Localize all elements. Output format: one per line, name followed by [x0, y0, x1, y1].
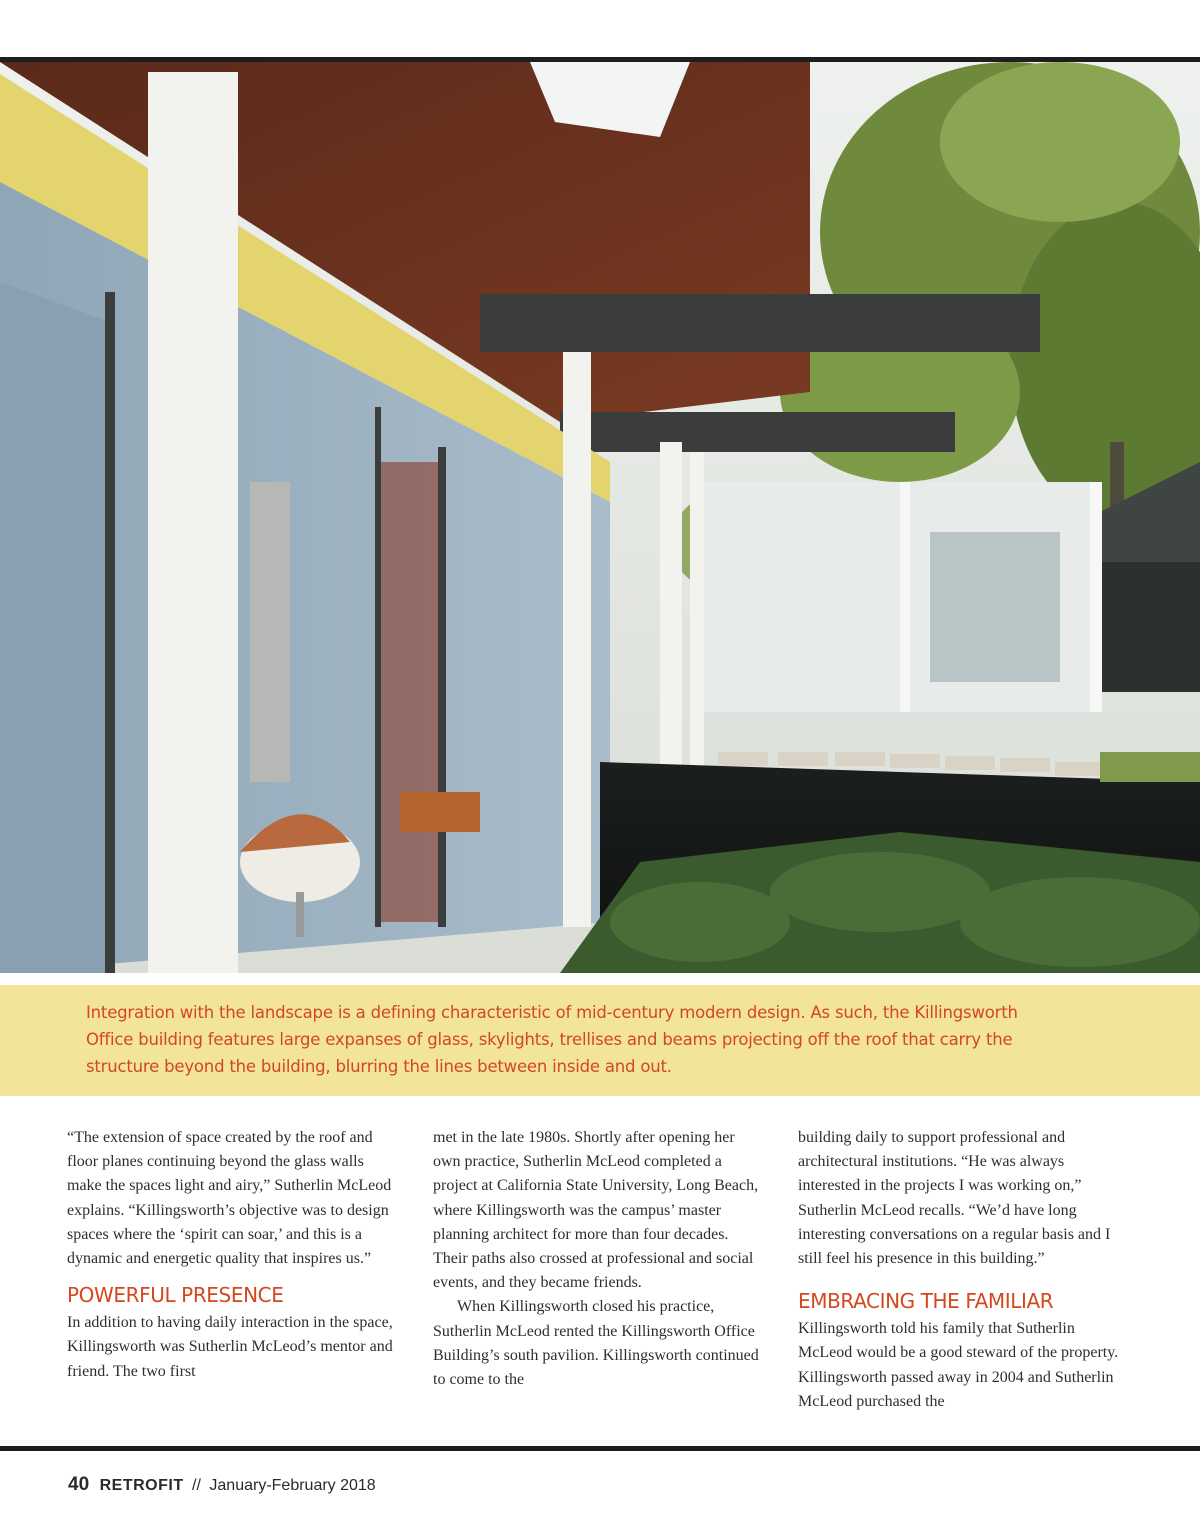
hero-photo [0, 62, 1200, 973]
page-number: 40 [68, 1474, 90, 1495]
column [563, 352, 591, 927]
roof-beam [560, 412, 955, 452]
body-paragraph: “The extension of space created by the roof and floor planes continuing beyond the glass walls make the spaces light and airy,” Sutherlin McLeod explains. “Killingsworth’s objective was to design spaces where the ‘spirit can soar,’ and this is a dynamic and energetic quality that inspires us.” [67, 1129, 392, 1268]
section-heading: EMBRACING THE FAMILIAR [798, 1289, 1054, 1314]
wall-art [250, 482, 290, 782]
section-heading: POWERFUL PRESENCE [67, 1283, 284, 1308]
page-footer [68, 1474, 376, 1496]
body-paragraph: building daily to support professional and architectural institutions. “He was always interested in the projects I was working on,” Sutherlin McLeod recalls. “We’d have long interesting conversations on a regular basis and I still feel his presence in this building.” [798, 1129, 1111, 1268]
roof-beam [480, 294, 1040, 352]
body-paragraph: When Killingsworth closed his practice, Sutherlin McLeod rented the Killingsworth Office Building’s south pavilion. Killingsworth continued to come to the [433, 1298, 759, 1389]
magazine-name: RETROFIT [99, 1477, 184, 1494]
wood-chair [400, 792, 480, 832]
issue-date: January-February 2018 [209, 1477, 376, 1494]
body-paragraph: Killingsworth told his family that Sutherlin McLeod would be a good steward of the property. Killingsworth passed away in 2004 and Sutherlin McLeod purchased the [798, 1320, 1119, 1410]
photo-caption: Integration with the landscape is a defining characteristic of mid-century modern design. As such, the Killingsworth Office building features large expanses of glass, skylights, trellises and beams projecting off the roof that carry the structure beyond the building, blurring the lines between inside and out. [86, 1003, 1018, 1076]
text-column-3 [798, 1126, 1128, 1414]
text-column-1 [67, 1126, 397, 1384]
footer-rule [0, 1446, 1200, 1451]
text-column-2 [433, 1126, 763, 1392]
body-paragraph: In addition to having daily interaction in the space, Killingsworth was Sutherlin McLeod’s mentor and friend. The two first [67, 1314, 393, 1380]
footer-separator: // [192, 1477, 201, 1494]
body-paragraph: met in the late 1980s. Shortly after opening her own practice, Sutherlin McLeod completed a project at California State University, Long Beach, where Killingsworth was the campus’ master planning architect for more than four decades. Their paths also crossed at professional and social events, and they became friends. [433, 1129, 759, 1292]
column [148, 72, 238, 973]
